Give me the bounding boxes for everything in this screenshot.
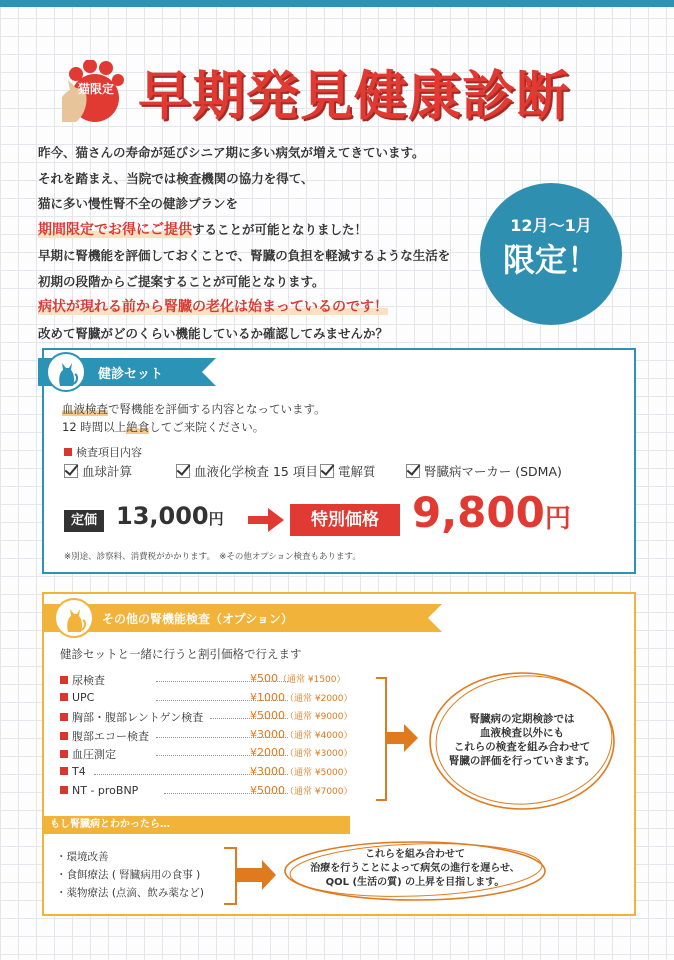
- intro-line: 改めて腎臓がどのくらい機能しているか確認してみませんか？: [38, 325, 389, 341]
- intro-line: それを踏まえ、当院では検査機関の協力を得て、: [38, 170, 314, 186]
- regular-price-value: 13,000: [116, 502, 209, 530]
- test-name: NT - proBNP: [72, 783, 139, 797]
- top-accent-bar: [0, 0, 674, 7]
- discount-price: ¥3000: [250, 727, 285, 741]
- option-intro: 健診セットと一緒に行うと割引価格で行えます: [60, 647, 302, 661]
- limited-badge: [62, 60, 128, 126]
- check-item: [320, 462, 376, 480]
- test-price: [250, 709, 353, 722]
- list-item: [60, 672, 380, 691]
- list-item: [60, 746, 380, 765]
- check-item-label: 血球計算: [82, 464, 133, 479]
- price-row: [64, 488, 624, 546]
- regular-price: （通常 ¥7000）: [285, 786, 353, 797]
- check-item-label: 電解質: [338, 464, 376, 479]
- square-bullet-icon: [60, 750, 68, 758]
- discount-price: ¥5000: [250, 783, 285, 797]
- campaign-label: 限定！: [502, 241, 599, 279]
- test-price: [250, 691, 353, 704]
- intro-text: [38, 140, 478, 346]
- option-test-list: [60, 672, 380, 802]
- bubble-line: QOL (生活の質) の上昇を目指します。: [325, 877, 505, 888]
- bubble-line: 腎臓の評価を行っていきます。: [448, 755, 596, 767]
- list-item: [60, 784, 380, 803]
- price-note: ※別途、診察料、消費税がかかります。 ※その他オプション検査もあります。: [64, 552, 361, 562]
- page-title: 早期発見健康診断: [138, 66, 570, 127]
- items-heading: [64, 444, 142, 460]
- intro-line-rest: することが可能となりました！: [192, 221, 368, 237]
- test-name: UPC: [72, 690, 95, 704]
- cat-icon: [64, 606, 86, 632]
- set-description: [62, 400, 326, 436]
- set-title: 健診セット: [98, 367, 164, 382]
- cat-icon-circle: [46, 352, 86, 392]
- checkbox-icon: [64, 464, 78, 478]
- test-name: T4: [72, 764, 86, 778]
- bracket-arrow-icon: [222, 846, 278, 906]
- intro-line: [38, 294, 478, 321]
- bubble-text: [424, 712, 620, 768]
- desc-text: 12 時間以上: [62, 420, 127, 434]
- cat-icon-circle: [54, 598, 94, 638]
- option-ribbon: [42, 604, 442, 632]
- discount-price: ¥3000: [250, 764, 285, 778]
- list-item: ・食餌療法 ( 腎臓病用の食事 ): [56, 869, 201, 881]
- special-price-value: 9,800: [412, 488, 545, 537]
- check-item: [406, 462, 562, 480]
- regular-price-label: 定価: [64, 510, 104, 532]
- intro-highlight: 病状が現れる前から腎臓の老化は始まっているのです！: [38, 299, 388, 315]
- check-item: [64, 462, 132, 480]
- discount-price: ¥500: [250, 672, 278, 685]
- list-item: ・薬物療法 (点滴、飲み薬など): [56, 887, 205, 899]
- test-price: [250, 672, 346, 685]
- discount-price: ¥5000: [250, 709, 285, 723]
- test-name: 胸部・腹部レントゲン検査: [72, 711, 204, 725]
- list-item: ・環境改善: [56, 851, 109, 863]
- test-price: [250, 746, 353, 759]
- underlined-text: 絶食: [126, 420, 150, 434]
- option-title: その他の腎機能検査（オプション）: [102, 612, 293, 626]
- square-bullet-icon: [60, 676, 68, 684]
- bubble-line: 腎臓病の定期検診では: [469, 713, 575, 725]
- square-bullet-icon: [60, 786, 68, 794]
- if-diagnosed-heading: もし腎臓病とわかったら…: [44, 816, 350, 834]
- bubble-line: これらを組み合わせて: [365, 849, 465, 860]
- regular-price: （通常 ¥4000）: [285, 730, 353, 741]
- list-item: [60, 691, 380, 710]
- regular-price: （通常 ¥3000）: [285, 749, 353, 760]
- check-items: [64, 462, 624, 484]
- list-item: [60, 709, 380, 728]
- bubble-line: 血液検査以外にも: [480, 727, 564, 739]
- list-item: [60, 728, 380, 747]
- test-name: 腹部エコー検査: [72, 729, 149, 743]
- test-name: 血圧測定: [72, 748, 116, 762]
- treatment-list: [56, 848, 204, 902]
- campaign-period-badge: [480, 183, 622, 325]
- checkbox-icon: [320, 464, 334, 478]
- checkbox-icon: [176, 464, 190, 478]
- cat-icon: [56, 360, 78, 386]
- bubble-line: 治療を行うことによって病気の進行を遅らせ、: [310, 863, 520, 874]
- intro-line: 昨今、猫さんの寿命が延びシニア期に多い病気が増えてきています。: [38, 145, 425, 160]
- bubble-line: これらの検査を組み合わせて: [453, 741, 591, 753]
- treatment-bubble: [280, 838, 550, 904]
- bracket-arrow-icon: [374, 676, 420, 802]
- check-item-label: 腎臓病マーカー (SDMA): [424, 464, 562, 479]
- square-bullet-icon: [60, 732, 68, 740]
- checkbox-icon: [406, 464, 420, 478]
- intro-line: [38, 217, 478, 244]
- intro-line: 初期の段階からご提案することが可能となります。: [38, 273, 325, 289]
- yen-unit: 円: [544, 504, 571, 534]
- test-price: [250, 784, 353, 797]
- regular-price: [116, 502, 224, 530]
- square-bullet-icon: [60, 693, 68, 701]
- list-item: [60, 765, 380, 784]
- items-heading-text: 検査項目内容: [76, 446, 142, 459]
- intro-line: 早期に腎機能を評価しておくことで、腎臓の負担を軽減するような生活を: [38, 248, 451, 263]
- desc-text: してご来院ください。: [149, 420, 265, 434]
- bubble-text: [280, 848, 550, 890]
- special-price-label: 特別価格: [290, 504, 400, 536]
- campaign-period: 12月～1月: [510, 216, 592, 235]
- info-bubble: [424, 666, 620, 816]
- arrow-right-icon: [248, 508, 284, 532]
- set-ribbon: [38, 358, 216, 386]
- underlined-text: 血液検査: [62, 402, 108, 416]
- special-price: [412, 488, 571, 537]
- test-price: [250, 765, 353, 778]
- checkup-set-panel: [42, 348, 636, 574]
- square-bullet-icon: [64, 448, 72, 456]
- check-item: [176, 462, 318, 480]
- yen-unit: 円: [208, 510, 224, 528]
- test-price: [250, 728, 353, 741]
- square-bullet-icon: [60, 767, 68, 775]
- square-bullet-icon: [60, 713, 68, 721]
- intro-line: 猫に多い慢性腎不全の健診プランを: [38, 196, 239, 211]
- discount-price: ¥1000: [250, 690, 285, 704]
- test-name: 尿検査: [72, 674, 105, 687]
- check-item-label: 血液化学検査 15 項目: [194, 464, 318, 479]
- regular-price: （通常 ¥9000）: [285, 712, 353, 723]
- regular-price: （通常 ¥5000）: [285, 767, 353, 778]
- intro-highlight: 期間限定でお得にご提供: [38, 221, 192, 238]
- regular-price: （通常 ¥1500）: [278, 675, 346, 685]
- regular-price: （通常 ¥2000）: [285, 693, 353, 704]
- discount-price: ¥2000: [250, 746, 285, 760]
- desc-text: で腎機能を評価する内容となっています。: [108, 402, 326, 416]
- badge-label: 猫限定: [77, 82, 114, 96]
- option-tests-panel: [42, 592, 636, 916]
